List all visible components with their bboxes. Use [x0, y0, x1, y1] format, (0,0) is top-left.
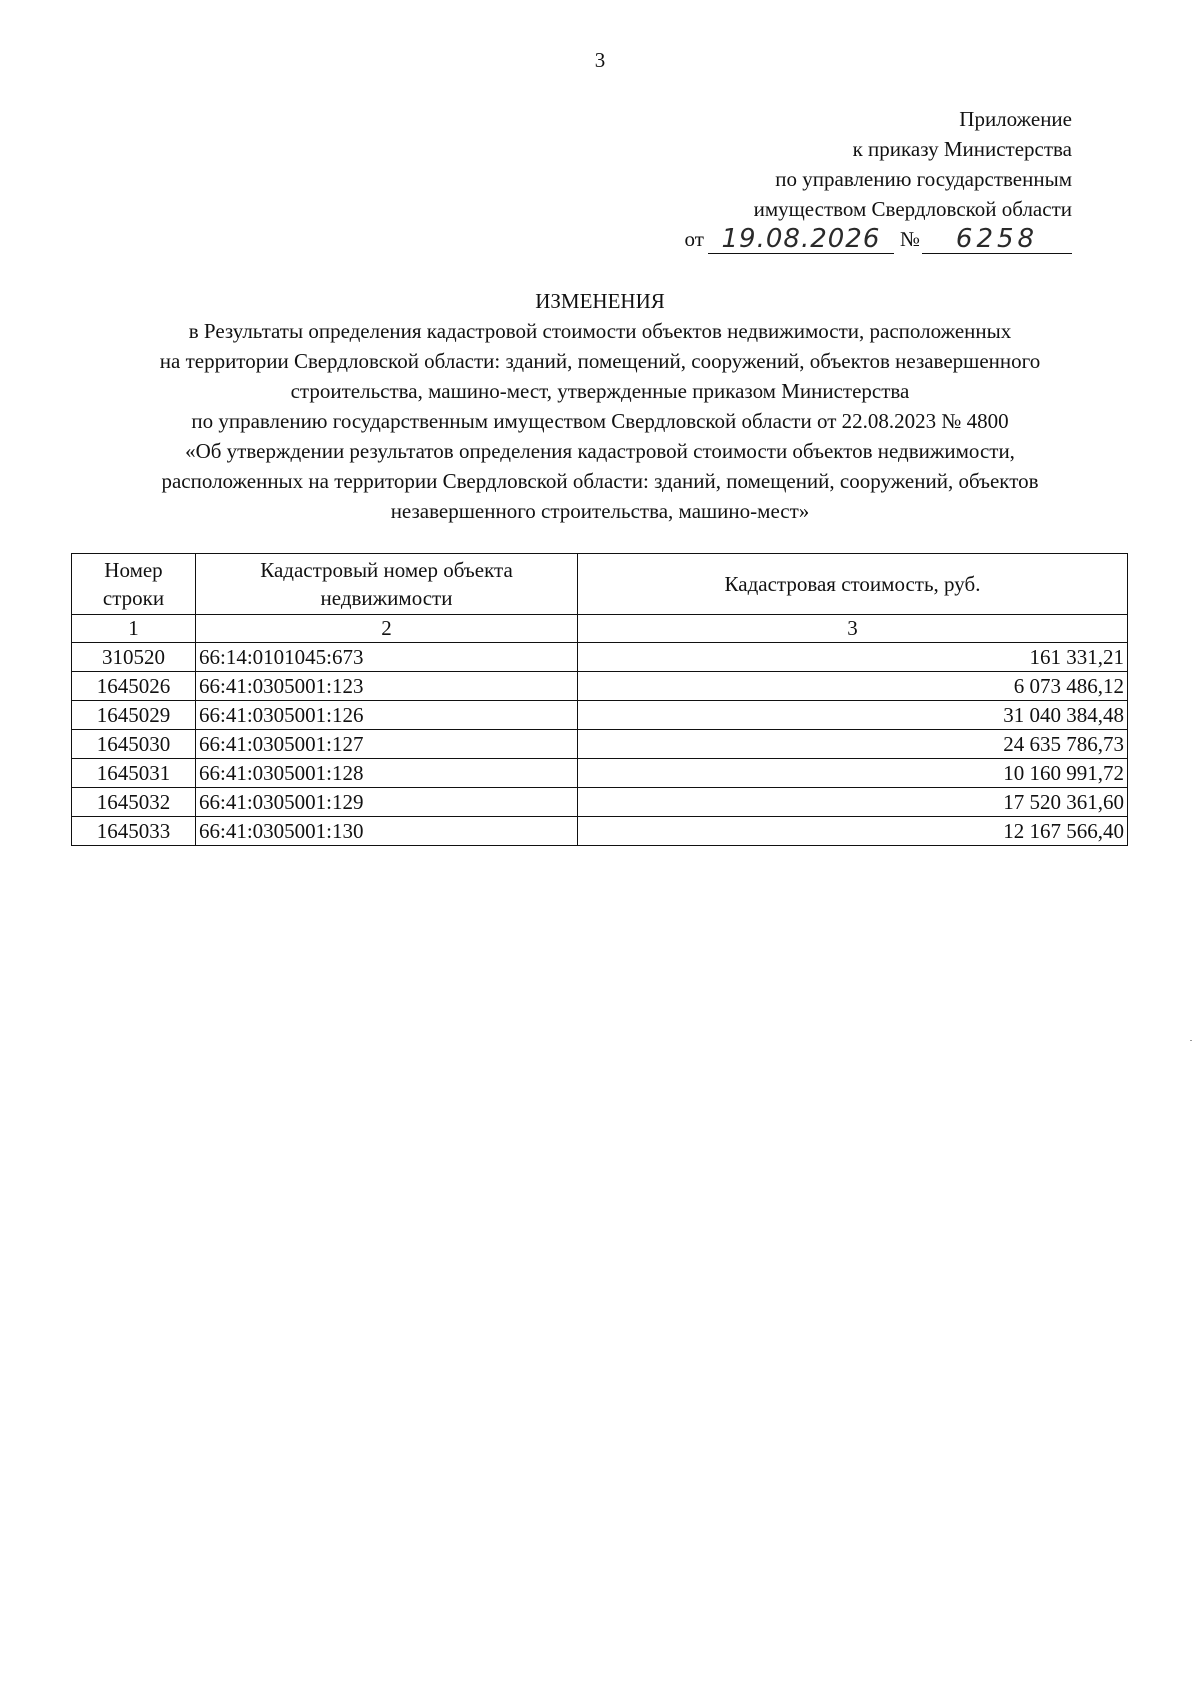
header-cadastral-value: Кадастровая стоимость, руб.: [578, 554, 1128, 615]
appendix-line: к приказу Министерства: [852, 137, 1072, 161]
column-number: 1: [72, 615, 196, 643]
row-number-cell: 1645026: [72, 672, 196, 701]
header-row-number: [72, 554, 196, 615]
cadastral-number-cell: 66:41:0305001:130: [196, 817, 578, 846]
header-row-number-line: Номер: [104, 558, 163, 582]
title-line: в Результаты определения кадастровой стоимости объектов недвижимости, расположенных: [188, 319, 1012, 343]
table-row: [72, 759, 1128, 788]
header-cadastral-line: недвижимости: [320, 586, 453, 610]
cadastral-value-table: [71, 553, 1128, 846]
title-line: строительства, машино-мест, утвержденные приказом Министерства: [290, 379, 910, 403]
column-number: 3: [578, 615, 1128, 643]
order-date-number-line: [685, 224, 1072, 254]
handwritten-order-number: 6258: [922, 225, 1072, 254]
row-number-cell: 1645032: [72, 788, 196, 817]
row-number-cell: 1645031: [72, 759, 196, 788]
header-cadastral-line: Кадастровый номер объекта: [260, 558, 513, 582]
cadastral-value-cell: 6 073 486,12: [578, 672, 1128, 701]
cadastral-number-cell: 66:41:0305001:127: [196, 730, 578, 759]
table-row: [72, 672, 1128, 701]
title-heading: ИЗМЕНЕНИЯ: [535, 289, 665, 313]
title-line: по управлению государственным имуществом Свердловской области от 22.08.2023 № 4800: [191, 409, 1009, 433]
header-row-number-line: строки: [102, 586, 165, 610]
cadastral-value-cell: 10 160 991,72: [578, 759, 1128, 788]
row-number-cell: 310520: [72, 643, 196, 672]
table-row: [72, 788, 1128, 817]
appendix-line: имуществом Свердловской области: [753, 197, 1072, 221]
handwritten-date: 19.08.2026: [708, 225, 894, 254]
number-prefix: №: [899, 227, 920, 251]
header-cadastral-number: [196, 554, 578, 615]
title-line: на территории Свердловской области: зданий, помещений, сооружений, объектов незавершенного: [159, 349, 1041, 373]
cadastral-number-cell: 66:14:0101045:673: [196, 643, 578, 672]
title-line: «Об утверждении результатов определения кадастровой стоимости объектов недвижимости,: [185, 439, 1015, 463]
row-number-cell: 1645033: [72, 817, 196, 846]
cadastral-number-cell: 66:41:0305001:128: [196, 759, 578, 788]
column-number-row: [72, 615, 1128, 643]
row-number-cell: 1645030: [72, 730, 196, 759]
cadastral-number-cell: 66:41:0305001:126: [196, 701, 578, 730]
cadastral-number-cell: 66:41:0305001:129: [196, 788, 578, 817]
table-row: [72, 817, 1128, 846]
table-row: [72, 730, 1128, 759]
appendix-block: [685, 104, 1072, 254]
title-line: расположенных на территории Свердловской области: зданий, помещений, сооружений, объектов: [161, 469, 1039, 493]
title-line: незавершенного строительства, машино-мест»: [390, 499, 810, 523]
cadastral-value-cell: 24 635 786,73: [578, 730, 1128, 759]
appendix-line: Приложение: [959, 107, 1072, 131]
date-prefix: от: [684, 227, 704, 251]
row-number-cell: 1645029: [72, 701, 196, 730]
table-header-row: [72, 554, 1128, 615]
scan-speck: [1190, 1040, 1192, 1041]
cadastral-value-cell: 12 167 566,40: [578, 817, 1128, 846]
cadastral-value-cell: 17 520 361,60: [578, 788, 1128, 817]
appendix-line: по управлению государственным: [775, 167, 1072, 191]
cadastral-number-cell: 66:41:0305001:123: [196, 672, 578, 701]
table-row: [72, 701, 1128, 730]
column-number: 2: [196, 615, 578, 643]
cadastral-value-cell: 161 331,21: [578, 643, 1128, 672]
cadastral-value-cell: 31 040 384,48: [578, 701, 1128, 730]
table-row: [72, 643, 1128, 672]
document-title: [0, 286, 1200, 526]
page-number: 3: [594, 48, 606, 72]
